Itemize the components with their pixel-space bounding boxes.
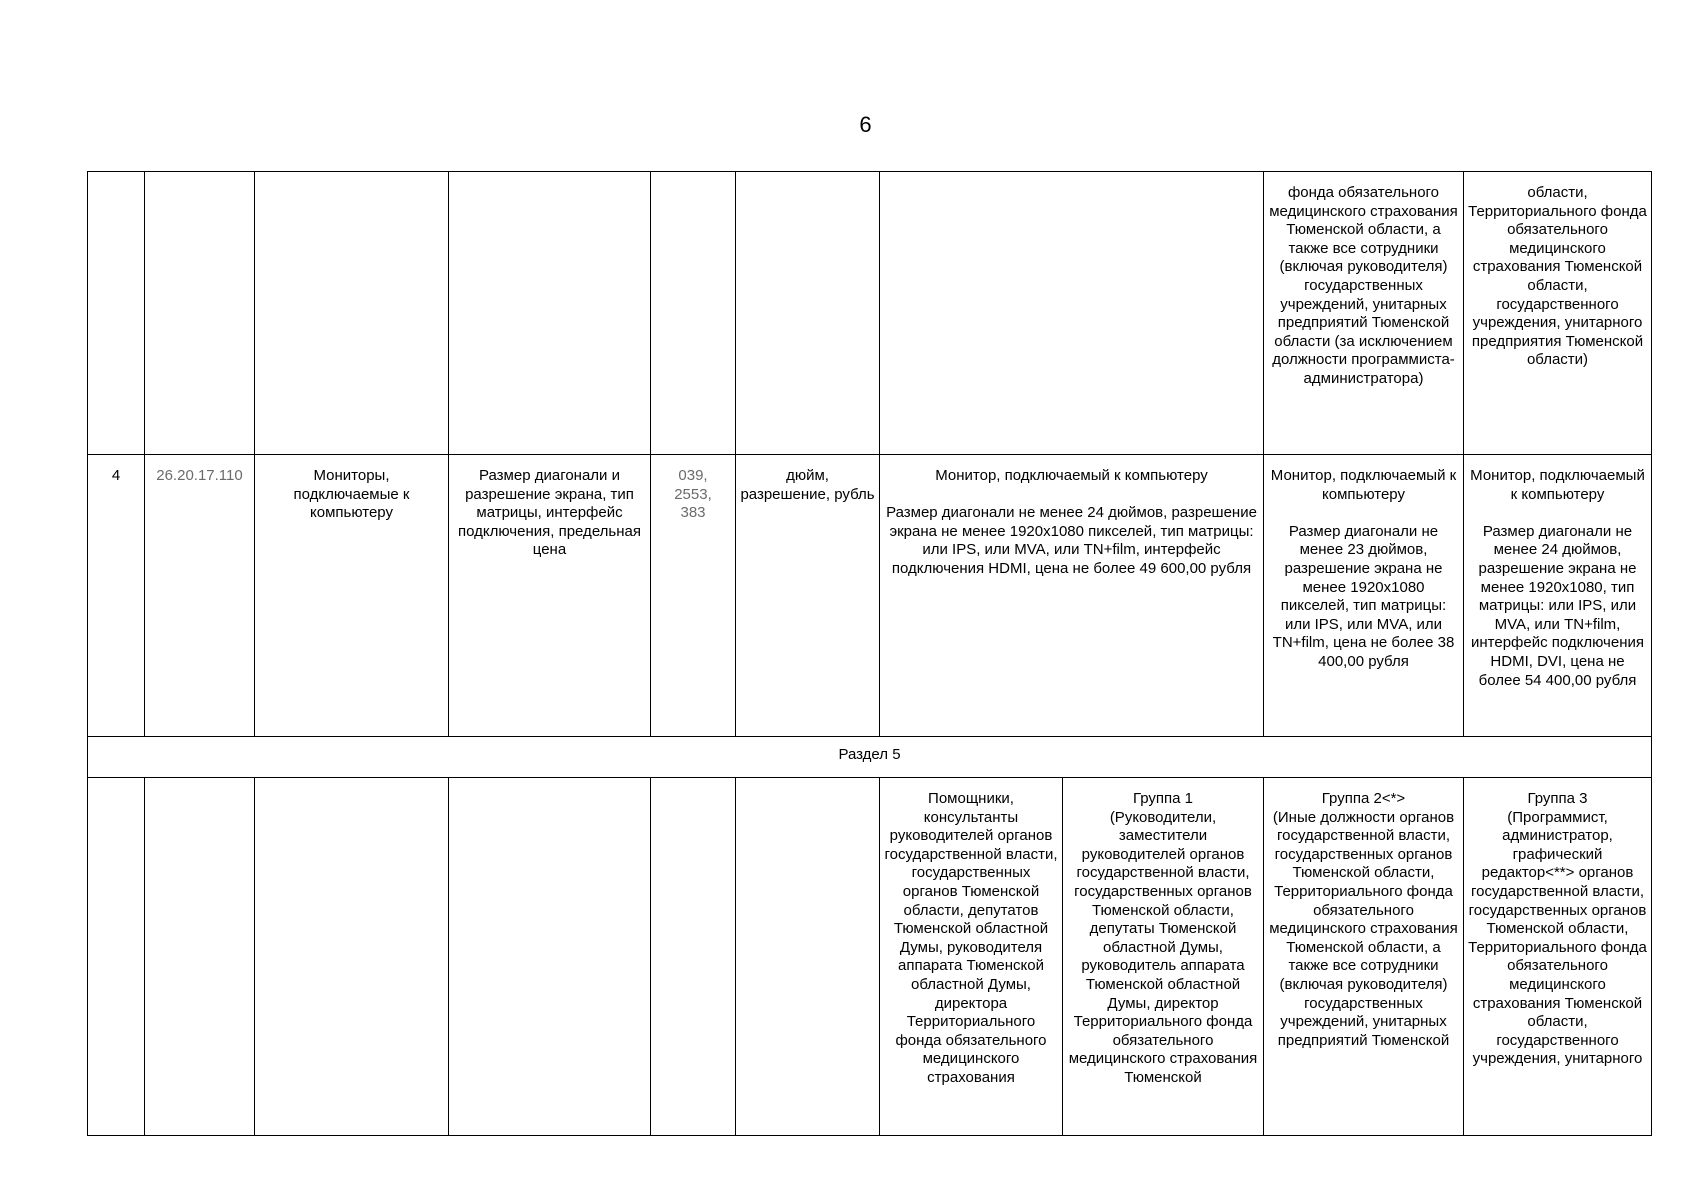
group3-continuation-cell: области, Территориального фонда обязательного медицинского страхования Тюменской области, государственного учреждения, унитарного предприятия Тюменской области) (1464, 172, 1652, 455)
empty-cell (736, 778, 880, 1136)
value-helpers-group1-cell: Монитор, подключаемый к компьютеру Размер диагонали не менее 24 дюймов, разрешение экрана не менее 1920x1080 пикселей, тип матрицы: или IPS, или MVA, или TN+film, интерфейс подключения HDMI, цена не более 49 600,00 рубля (880, 455, 1264, 737)
empty-cell (449, 778, 651, 1136)
section-row (88, 737, 1652, 778)
units-cell: дюйм, разрешение, рубль (736, 455, 880, 737)
okei-codes-link[interactable]: 039, 2553, 383 (651, 455, 736, 737)
empty-cell (255, 172, 449, 455)
group1-cell: Группа 1 (Руководители, заместители руководителей органов государственной власти, государственных органов Тюменской области, депутаты Тюменской областной Думы, руководитель аппарата Тюменской областной Думы, директор Территориального фонда обязательного медицинского страхования Тюменской (1063, 778, 1264, 1136)
value-group3-cell: Монитор, подключаемый к компьютеру Размер диагонали не менее 24 дюймов, разрешение экрана не менее 1920x1080, тип матрицы: или IPS, или MVA, или TN+film, интерфейс подключения HDMI, DVI, цена не более 54 400,00 рубля (1464, 455, 1652, 737)
empty-cell (88, 778, 145, 1136)
group2-cell: Группа 2<*> (Иные должности органов государственной власти, государственных органов Тюменской области, Территориального фонда обязательного медицинского страхования Тюменской области, а также все сотрудники (включая руководителя) государственных учреждений, унитарных предприятий Тюменской (1264, 778, 1464, 1136)
group2-continuation-cell: фонда обязательного медицинского страхования Тюменской области, а также все сотрудники (включая руководителя) государственных учреждений, унитарных предприятий Тюменской области (за исключением должности программиста-администратора) (1264, 172, 1464, 455)
continuation-row (88, 172, 1652, 455)
okpd-code-link[interactable]: 26.20.17.110 (145, 455, 255, 737)
groups-header-row (88, 778, 1652, 1136)
helpers-group-cell: Помощники, консультанты руководителей органов государственной власти, государственных органов Тюменской области, депутатов Тюменской областной Думы, руководителя аппарата Тюменской областной Думы, директора Территориального фонда обязательного медицинского страхования (880, 778, 1063, 1136)
empty-cell (651, 778, 736, 1136)
requirements-table (87, 171, 1652, 1136)
empty-cell (145, 778, 255, 1136)
section-title: Раздел 5 (88, 737, 1652, 778)
table-row (88, 455, 1652, 737)
empty-cell (449, 172, 651, 455)
empty-cell (880, 172, 1264, 455)
empty-cell (145, 172, 255, 455)
value-group2-cell: Монитор, подключаемый к компьютеру Размер диагонали не менее 23 дюймов, разрешение экрана не менее 1920x1080 пикселей, тип матрицы: или IPS, или MVA, или TN+film, цена не более 38 400,00 рубля (1264, 455, 1464, 737)
characteristics-cell: Размер диагонали и разрешение экрана, тип матрицы, интерфейс подключения, предельная цена (449, 455, 651, 737)
empty-cell (651, 172, 736, 455)
item-name-cell: Мониторы, подключаемые к компьютеру (255, 455, 449, 737)
empty-cell (88, 172, 145, 455)
empty-cell (736, 172, 880, 455)
empty-cell (255, 778, 449, 1136)
page-number: 6 (859, 112, 872, 137)
group3-cell: Группа 3 (Программист, администратор, графический редактор<**> органов государственной власти, государственных органов Тюменской области, Территориального фонда обязательного медицинского страхования Тюменской области, государственного учреждения, унитарного (1464, 778, 1652, 1136)
row-number-cell: 4 (88, 455, 145, 737)
